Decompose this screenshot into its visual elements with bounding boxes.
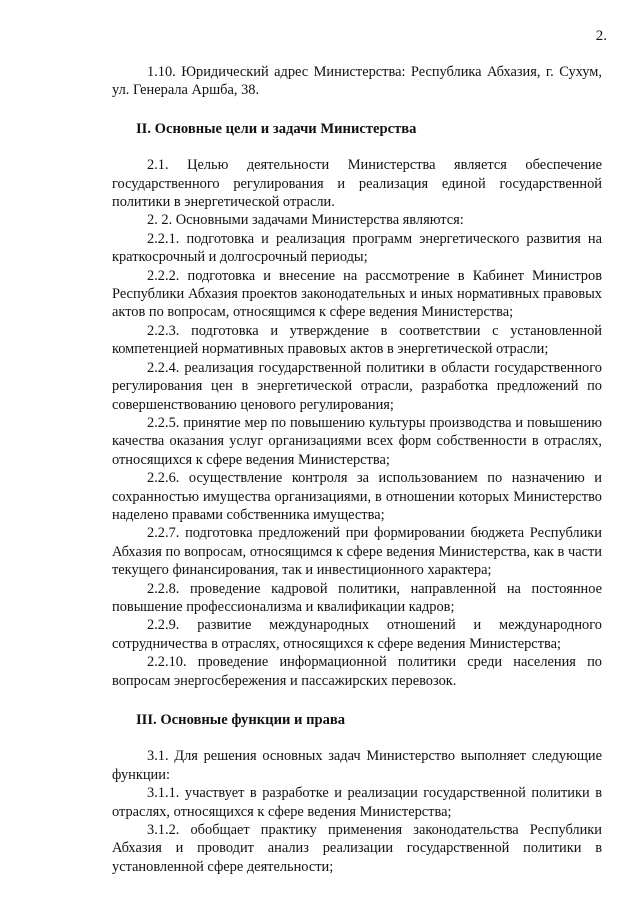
paragraph-2-2-1: 2.2.1. подготовка и реализация программ энергетического развития на краткосрочный и долгосрочный периоды; — [112, 230, 602, 266]
paragraph-2-2: 2. 2. Основными задачами Министерства являются: — [147, 212, 464, 229]
paragraph-2-2-9: 2.2.9. развитие международных отношений и международного сотрудничества в отраслях, относящихся к сфере ведения Министерства; — [112, 617, 602, 652]
paragraph-2-2-4: 2.2.4. реализация государственной политики в области государственного регулирования цен в энергетической отрасли, разработка предложений по совершенствованию ценового регулирования; — [112, 359, 602, 413]
section-3-heading: III. Основные функции и права — [136, 712, 346, 728]
paragraph-2-2-6: 2.2.6. осуществление контроля за использованием по назначению и сохранностью имущества организациями, в отношении которых Министерство наделено правами собственника имущества; — [112, 470, 602, 523]
paragraph-2-2-2: 2.2.2. подготовка и внесение на рассмотрение в Кабинет Министров Республики Абхазия проектов законодательных и иных нормативных правовых актов по вопросам, относящимся к сфере ведения Министерства; — [112, 267, 602, 321]
section-3-body — [112, 747, 602, 876]
paragraph-2-2-5: 2.2.5. принятие мер по повышению культуры производства и повышению качества оказания услуг организациями всех форм собственности в отраслях, относящихся к сфере ведения Министерства; — [112, 414, 602, 468]
paragraph-3-1: 3.1. Для решения основных задач Министерство выполняет следующие функции: — [112, 748, 602, 783]
paragraph-2-1: 2.1. Целью деятельности Министерства является обеспечение государственного регулирования и реализация единой государственной политики в энергетической отрасли. — [112, 157, 602, 211]
paragraph-2-2-10: 2.2.10. проведение информационной политики среди населения по вопросам энергосбережения и пассажирских перевозок. — [112, 654, 602, 689]
address-paragraph: 1.10. Юридический адрес Министерства: Республика Абхазия, г. Сухум, ул. Генерала Аршба, 38. — [112, 64, 602, 99]
section-2-heading: II. Основные цели и задачи Министерства — [136, 120, 417, 137]
paragraph-3-1-2: 3.1.2. обобщает практику применения законодательства Республики Абхазия и проводит анализ реализации государственной политики в установленной сфере деятельности; — [112, 822, 602, 875]
paragraph-3-1-1: 3.1.1. участвует в разработке и реализации государственной политики в отраслях, относящихся к сфере ведения Министерства; — [112, 785, 602, 820]
paragraph-2-2-8: 2.2.8. проведение кадровой политики, направленной на постоянное повышение профессионализма и квалификации кадров; — [112, 580, 602, 615]
page-number: 2. — [595, 28, 607, 44]
paragraph-2-2-7: 2.2.7. подготовка предложений при формировании бюджета Республики Абхазия по вопросам, относящимся к сфере ведения Министерства, как в части текущего финансирования, так и инвестиционного характера; — [112, 525, 602, 579]
section-2-body — [112, 156, 602, 690]
paragraph-2-2-3: 2.2.3. подготовка и утверждение в соответствии с установленной компетенцией нормативных правовых актов в энергетической отрасли; — [112, 322, 602, 358]
document-body — [112, 63, 602, 876]
